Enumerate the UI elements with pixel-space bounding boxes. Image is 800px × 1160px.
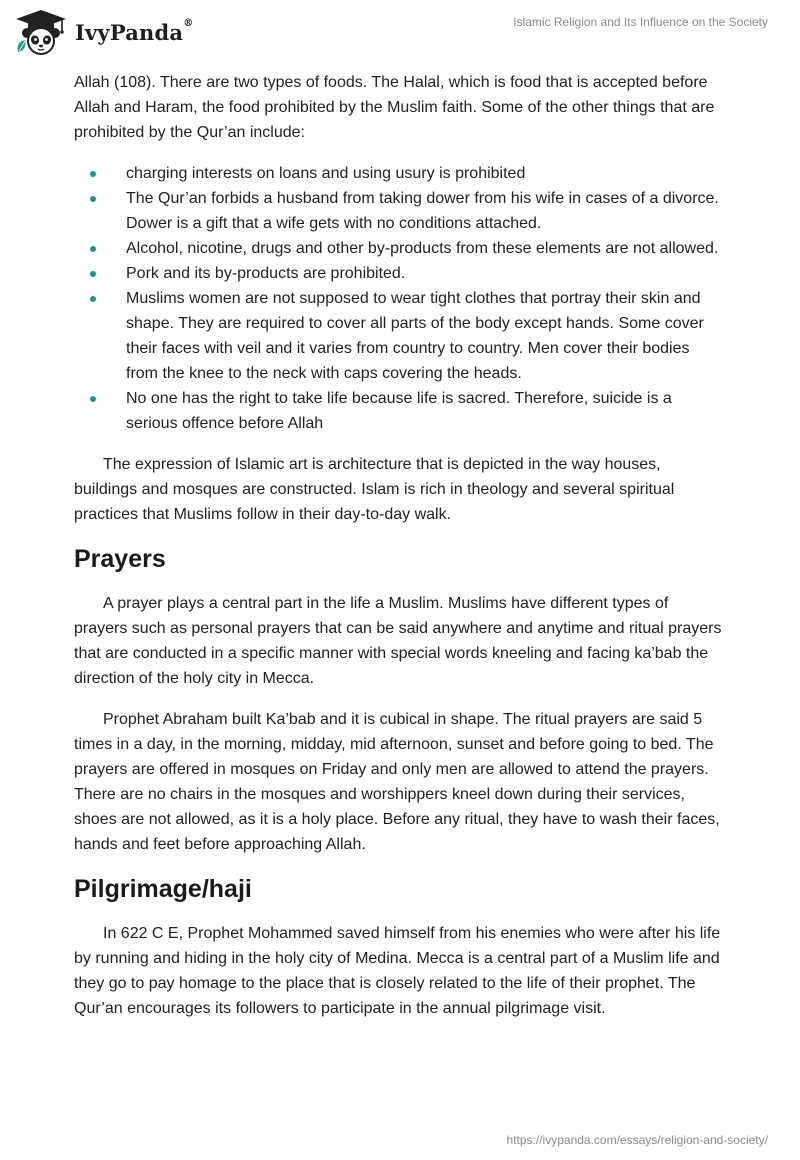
bullet-icon (90, 246, 96, 252)
essay-body (74, 70, 724, 1037)
bullet-icon (90, 196, 96, 202)
panda-graduate-icon (14, 8, 68, 56)
list-item (74, 386, 724, 436)
list-item (74, 186, 724, 236)
list-item-text: Muslims women are not supposed to wear tight clothes that portray their skin and shape. They are required to cover all parts of the body except hands. Some cover their faces with veil and it varies from country to country. Men cover their bodies from the knee to the neck with caps covering the heads. (126, 290, 704, 382)
document-title: Islamic Religion and Its Influence on the Society (513, 15, 768, 29)
pilgrimage-paragraph: In 622 C E, Prophet Mohammed saved himself from his enemies who were after his life by running and hiding in the holy city of Medina. Mecca is a central part of a Muslim life and they go to pay homage to the place that is closely related to the life of their prophet. The Qur’an encourages its followers to participate in the annual pilgrimage visit. (74, 925, 721, 1017)
list-item (74, 286, 724, 386)
list-item-text: Pork and its by-products are prohibited. (126, 265, 406, 282)
prayers-heading: Prayers (74, 545, 166, 573)
list-item (74, 261, 724, 286)
bullet-icon (90, 296, 96, 302)
intro-paragraph: Allah (108). There are two types of foods. The Halal, which is food that is accepted before Allah and Haram, the food prohibited by the Muslim faith. Some of the other things that are prohibited by the Qur’an include: (74, 74, 715, 141)
art-paragraph: The expression of Islamic art is architecture that is depicted in the way houses, buildings and mosques are constructed. Islam is rich in theology and several spiritual practices that Muslims follow in their day-to-day walk. (74, 456, 675, 523)
list-item (74, 161, 724, 186)
ivypanda-logo[interactable] (14, 8, 193, 56)
registered-mark: ® (183, 17, 194, 29)
list-item-text: Alcohol, nicotine, drugs and other by-products from these elements are not allowed. (126, 240, 719, 257)
bullet-icon (90, 396, 96, 402)
logo-text: IvyPanda® (75, 17, 194, 45)
pilgrimage-heading: Pilgrimage/haji (74, 875, 252, 903)
bullet-icon (90, 171, 96, 177)
list-item-text: The Qur’an forbids a husband from taking dower from his wife in cases of a divorce. Dower is a gift that a wife gets with no conditions attached. (126, 190, 719, 232)
bullet-icon (90, 271, 96, 277)
list-item-text: charging interests on loans and using usury is prohibited (126, 165, 526, 182)
prayers-paragraph: A prayer plays a central part in the life a Muslim. Muslims have different types of prayers such as personal prayers that can be said anywhere and anytime and ritual prayers that are conducted in a specific manner with special words kneeling and facing ka’bab the direction of the holy city in Mecca. (74, 595, 722, 687)
prayers-paragraph: Prophet Abraham built Ka’bab and it is cubical in shape. The ritual prayers are said 5 times in a day, in the morning, midday, mid afternoon, sunset and before going to bed. The prayers are offered in mosques on Friday and only men are allowed to attend the prayers. There are no chairs in the mosques and worshippers kneel down during their services, shoes are not allowed, as it is a holy place. Before any ritual, they have to wash their faces, hands and feet before approaching Allah. (74, 711, 720, 853)
source-url-link[interactable]: https://ivypanda.com/essays/religion-and-society/ (506, 1133, 768, 1147)
list-item (74, 236, 724, 261)
page-header (0, 0, 800, 64)
prohibitions-list (74, 161, 724, 436)
list-item-text: No one has the right to take life because life is sacred. Therefore, suicide is a serious offence before Allah (126, 390, 672, 432)
